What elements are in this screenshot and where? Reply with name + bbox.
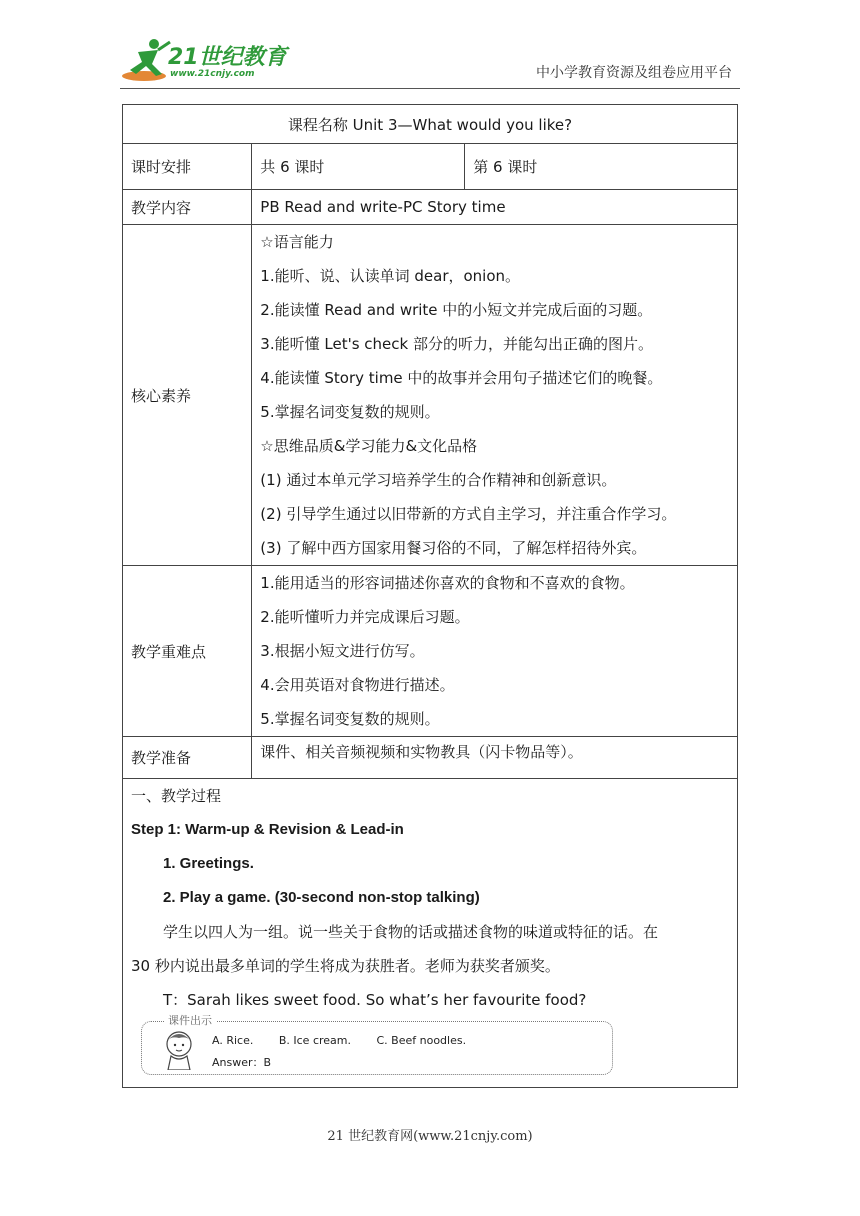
schedule-current: 第 6 课时: [465, 144, 738, 190]
key-line: 4.会用英语对食物进行描述。: [260, 676, 455, 694]
step1-item-game: 2. Play a game. (30-second non-stop talking): [163, 889, 480, 906]
schedule-label: 课时安排: [123, 144, 252, 190]
game-description-line2: 30 秒内说出最多单词的学生将成为获胜者。老师为获奖者颁奖。: [131, 957, 560, 975]
core-line: 5.掌握名词变复数的规则。: [260, 403, 440, 421]
logo-text: 21世纪教育: [168, 45, 287, 70]
girl-illustration-icon: [162, 1030, 196, 1070]
courseware-answer: Answer：B: [212, 1056, 272, 1069]
core-line: (1) 通过本单元学习培养学生的合作精神和创新意识。: [260, 471, 617, 489]
courseware-label: 课件出示: [164, 1012, 216, 1028]
option-a: A. Rice.: [212, 1034, 254, 1047]
core-line: ☆思维品质&学习能力&文化品格: [260, 437, 478, 455]
schedule-total: 共 6 课时: [252, 144, 465, 190]
option-c: C. Beef noodles.: [376, 1034, 467, 1047]
lesson-plan-table: [122, 104, 738, 1088]
process-cell: [123, 779, 738, 1088]
core-line: 2.能读懂 Read and write 中的小短文并完成后面的习题。: [260, 301, 653, 319]
core-line: (2) 引导学生通过以旧带新的方式自主学习，并注重合作学习。: [260, 505, 677, 523]
key-line: 1.能用适当的形容词描述你喜欢的食物和不喜欢的食物。: [260, 574, 635, 592]
courseware-options: [212, 1034, 488, 1047]
key-line: 3.根据小短文进行仿写。: [260, 642, 425, 660]
courseware-box: [141, 1014, 613, 1075]
prep-label: 教学准备: [123, 737, 252, 779]
page-footer: 21 世纪教育网(www.21cnjy.com): [327, 1129, 533, 1144]
key-line: 2.能听懂听力并完成课后习题。: [260, 608, 470, 626]
header-divider: [120, 88, 740, 89]
step1-item-greetings: 1. Greetings.: [163, 855, 254, 872]
core-cell: [252, 225, 738, 566]
platform-name: 中小学教育资源及组卷应用平台: [536, 65, 732, 81]
key-cell: [252, 566, 738, 737]
core-line: 1.能听、说、认读单词 dear，onion。: [260, 267, 521, 285]
core-line: 3.能听懂 Let's check 部分的听力，并能勾出正确的图片。: [260, 335, 653, 353]
content-label: 教学内容: [123, 190, 252, 225]
process-heading: 一、教学过程: [131, 787, 222, 805]
page-header: [0, 0, 860, 95]
core-label: 核心素养: [123, 225, 252, 566]
option-b: B. Ice cream.: [278, 1034, 351, 1047]
key-line: 5.掌握名词变复数的规则。: [260, 710, 440, 728]
course-title: 课程名称 Unit 3—What would you like?: [123, 105, 738, 144]
logo-url: www.21cnjy.com: [170, 69, 255, 79]
core-line: 4.能读懂 Story time 中的故事并会用句子描述它们的晚餐。: [260, 369, 663, 387]
content-value: PB Read and write-PC Story time: [252, 190, 738, 225]
teacher-question: T：Sarah likes sweet food. So what’s her favourite food?: [163, 991, 587, 1009]
core-line: (3) 了解中西方国家用餐习俗的不同，了解怎样招待外宾。: [260, 539, 647, 557]
game-description-line1: 学生以四人为一组。说一些关于食物的话或描述食物的味道或特征的话。在: [163, 923, 659, 941]
step1-title: Step 1: Warm-up & Revision & Lead-in: [131, 821, 404, 838]
key-label: 教学重难点: [123, 566, 252, 737]
prep-value: 课件、相关音频视频和实物教具（闪卡物品等）。: [252, 737, 738, 779]
core-line: ☆语言能力: [260, 233, 334, 251]
